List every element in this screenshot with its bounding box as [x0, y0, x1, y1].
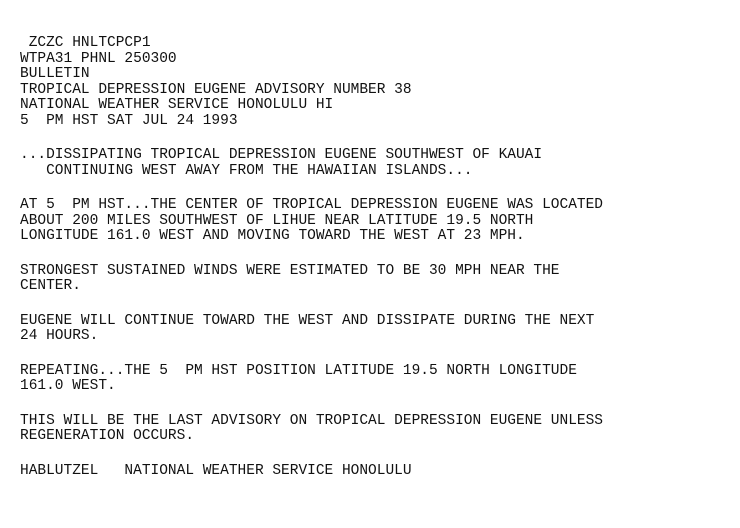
winds-paragraph — [20, 264, 720, 295]
paragraph-line: 24 HOURS. — [20, 328, 99, 344]
paragraph-line: STRONGEST SUSTAINED WINDS WERE ESTIMATED TO BE 30 MPH NEAR THE — [20, 262, 560, 279]
issuing-office: NATIONAL WEATHER SERVICE HONOLULU HI — [20, 97, 334, 113]
paragraph-line: 161.0 WEST. — [20, 378, 116, 394]
advisory-document — [20, 36, 720, 479]
headline-line: CONTINUING WEST AWAY FROM THE HAWAIIAN ISLANDS... — [20, 162, 473, 179]
signature: HABLUTZEL NATIONAL WEATHER SERVICE HONOLULU — [20, 462, 412, 479]
issue-time: 5 PM HST SAT JUL 24 1993 — [20, 112, 238, 129]
header-line: ZCZC HNLTCPCP1 — [20, 35, 151, 51]
repeating-paragraph — [20, 364, 720, 395]
headline — [20, 148, 720, 179]
paragraph-line: LONGITUDE 161.0 WEST AND MOVING TOWARD THE WEST AT 23 MPH. — [20, 228, 525, 244]
position-paragraph — [20, 198, 720, 245]
paragraph-line: ABOUT 200 MILES SOUTHWEST OF LIHUE NEAR LATITUDE 19.5 NORTH — [20, 212, 534, 229]
paragraph-line: THIS WILL BE THE LAST ADVISORY ON TROPICAL DEPRESSION EUGENE UNLESS — [20, 412, 603, 429]
paragraph-line: REPEATING...THE 5 PM HST POSITION LATITUDE 19.5 NORTH LONGITUDE — [20, 362, 577, 379]
paragraph-line: CENTER. — [20, 278, 81, 294]
last-advisory-paragraph — [20, 414, 720, 445]
header-line: BULLETIN — [20, 66, 90, 82]
forecast-paragraph — [20, 314, 720, 345]
advisory-title: TROPICAL DEPRESSION EUGENE ADVISORY NUMBER 38 — [20, 81, 412, 98]
bulletin-header — [20, 36, 720, 129]
paragraph-line: EUGENE WILL CONTINUE TOWARD THE WEST AND DISSIPATE DURING THE NEXT — [20, 312, 595, 329]
paragraph-line: REGENERATION OCCURS. — [20, 428, 195, 444]
header-line: WTPA31 PHNL 250300 — [20, 50, 177, 67]
paragraph-line: AT 5 PM HST...THE CENTER OF TROPICAL DEPRESSION EUGENE WAS LOCATED — [20, 197, 603, 213]
headline-line: ...DISSIPATING TROPICAL DEPRESSION EUGENE SOUTHWEST OF KAUAI — [20, 147, 543, 163]
